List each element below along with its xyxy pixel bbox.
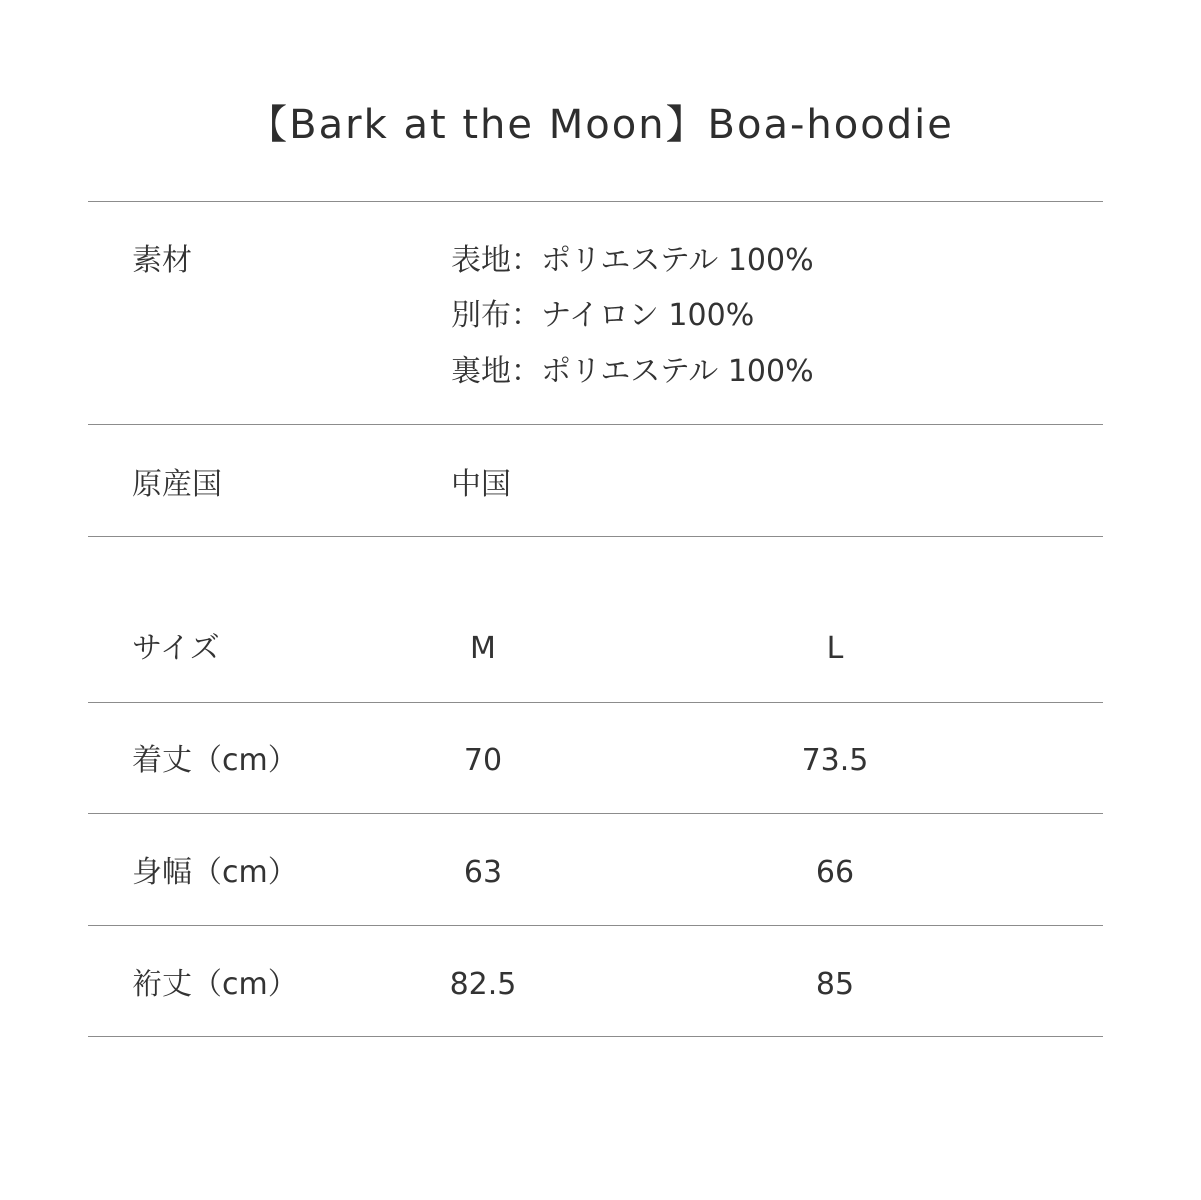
divider (88, 925, 1103, 926)
material-line-sub: 別布：ナイロン 100% (451, 298, 755, 333)
size-header-m: M (470, 631, 496, 666)
page-title: 【Bark at the Moon】Boa-hoodie (247, 102, 954, 148)
size-header-label: サイズ (132, 631, 220, 666)
divider (88, 1036, 1103, 1037)
divider (88, 813, 1103, 814)
origin-label: 原産国 (132, 467, 222, 502)
cell-sleeve-l: 85 (815, 967, 855, 1002)
divider (88, 536, 1103, 537)
origin-value: 中国 (451, 467, 511, 502)
cell-length-l: 73.5 (801, 743, 869, 778)
material-label: 素材 (132, 243, 192, 278)
material-line-lining: 裏地：ポリエステル 100% (451, 354, 814, 389)
cell-sleeve-m: 82.5 (449, 967, 517, 1002)
divider (88, 424, 1103, 425)
cell-width-m: 63 (463, 855, 503, 890)
row-label-width: 身幅（cm） (132, 855, 298, 890)
row-label-length: 着丈（cm） (132, 743, 298, 778)
row-label-sleeve: 裄丈（cm） (132, 967, 298, 1002)
cell-width-l: 66 (815, 855, 855, 890)
divider (88, 702, 1103, 703)
divider (88, 201, 1103, 202)
material-line-outer: 表地：ポリエステル 100% (451, 243, 814, 278)
cell-length-m: 70 (463, 743, 503, 778)
size-header-l: L (826, 631, 844, 666)
